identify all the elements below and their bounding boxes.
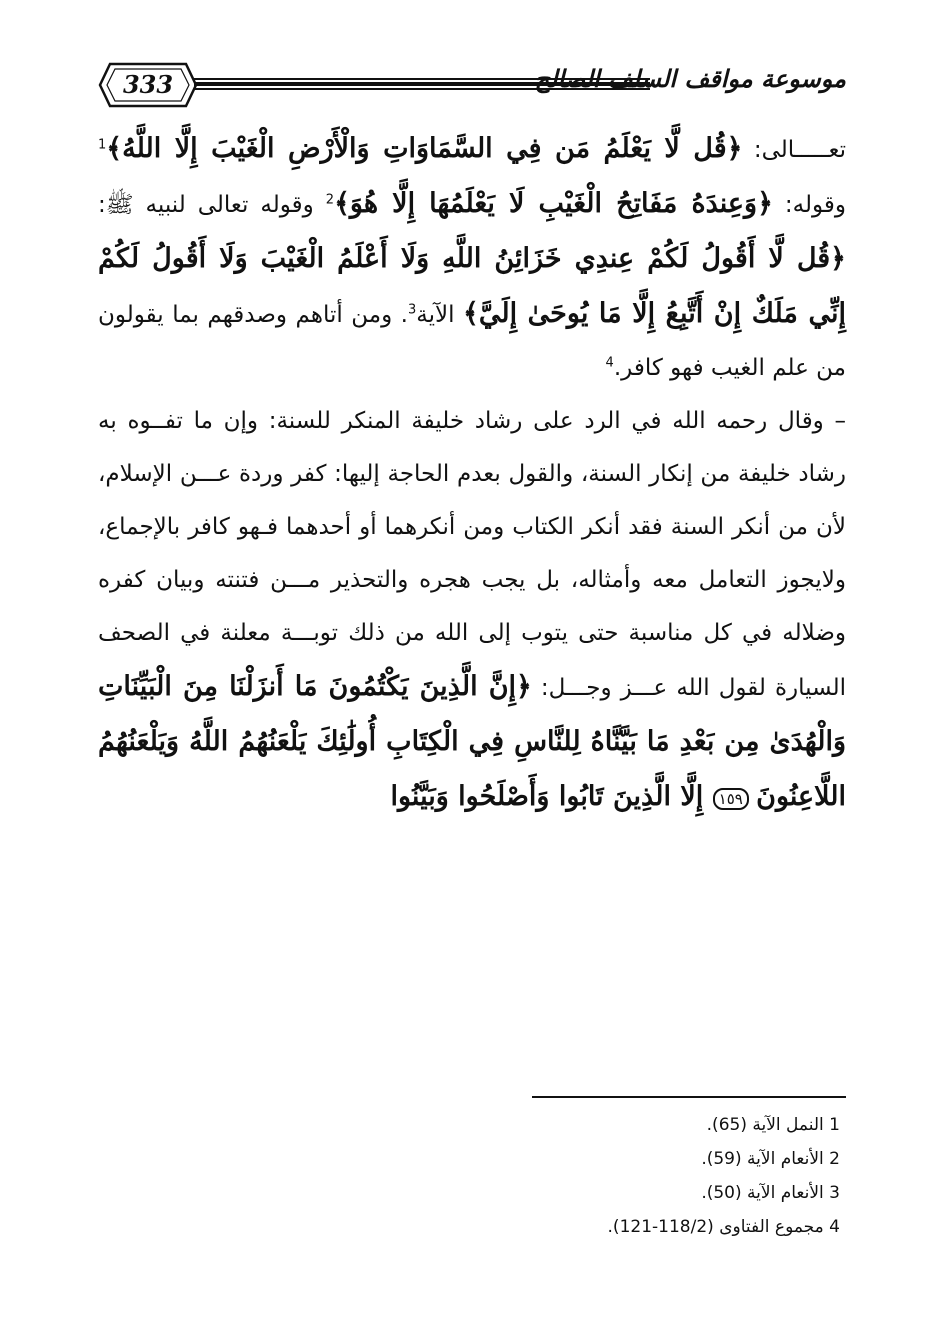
quran-verse-3: ﴿قُل لَّا أَقُولُ لَكُمْ عِندِي خَزَائِنُ اللَّهِ وَلَا أَعْلَمُ الْغَيْبَ وَلَا أَقُولُ لَكُمْ إِنِّي مَلَكٌ إِنْ أَتَّبِعُ إِلَّا مَا يُوحَىٰ إِلَيَّ﴾ (98, 243, 846, 329)
quran-verse-1: ﴿قُل لَّا يَعْلَمُ مَن فِي السَّمَاوَاتِ وَالْأَرْضِ الْغَيْبَ إِلَّا اللَّهُ﴾ (106, 133, 743, 164)
verse-number-mark: ١٥٩ (713, 788, 749, 810)
quran-verse-4-continued: إِلَّا الَّذِينَ تَابُوا وَأَصْلَحُوا وَبَيَّنُوا (390, 781, 713, 812)
text-run: وقوله: (772, 192, 846, 218)
book-title: موسوعة مواقف السلف الصالح (534, 64, 846, 93)
page-number: 333 (122, 70, 174, 99)
footnote-item: 4 مجموع الفتاوى (118/2-121). (607, 1217, 840, 1237)
main-text (98, 122, 846, 825)
footnote-item: 3 الأنعام الآية (50). (701, 1183, 840, 1203)
page-header (98, 56, 846, 118)
text-run: تعـــــالى: (742, 137, 846, 163)
footnotes (340, 1108, 840, 1244)
footnote-ref-1: 1 (98, 137, 107, 153)
text-run: – وقال رحمه الله في الرد على رشاد خليفة المنكر للسنة: وإن ما تفــوه به رشاد خليفة من إنكار السنة، والقول بعدم الحاجة إليها: كفر وردة عـــن الإسلام، لأن من أنكر السنة فقد أنكر الكتاب ومن أنكرهما أو أحدهما فـهو كافر بالإجماع، ولايجوز التعامل معه وأمثاله، بل يجب هجره والتحذير مـــن فتنته وبيان كفره وضلاله في كل مناسبة حتى يتوب إلى الله من ذلك توبـــة معلنة في الصحف السيارة لقول الله عـــز وجـــل: (98, 408, 846, 701)
text-run: . ومن أتاهم وصدقهم بما يقولون من علم الغيب فهو كافر. (98, 302, 846, 381)
footnote-item: 1 النمل الآية (65). (706, 1115, 840, 1135)
text-run: الآية (416, 302, 464, 328)
paragraph-1 (98, 122, 846, 395)
text-run: وقوله تعالى لنبيه ﷺ: (98, 192, 326, 218)
footnote-separator (532, 1096, 846, 1098)
quran-verse-2: ﴿وَعِندَهُ مَفَاتِحُ الْغَيْبِ لَا يَعْلَمُهَا إِلَّا هُوَ﴾ (334, 188, 773, 219)
page-number-badge (98, 60, 198, 110)
paragraph-2 (98, 395, 846, 825)
footnote-ref-2: 2 (325, 192, 335, 208)
footnote-item: 2 الأنعام الآية (59). (701, 1149, 840, 1169)
quran-verse-4: ﴿إِنَّ الَّذِينَ يَكْتُمُونَ مَا أَنزَلْنَا مِنَ الْبَيِّنَاتِ وَالْهُدَىٰ مِن بَعْدِ مَا بَيَّنَّاهُ لِلنَّاسِ فِي الْكِتَابِ أُولَٰئِكَ يَلْعَنُهُمُ اللَّهُ وَيَلْعَنُهُمُ اللَّاعِنُونَ (98, 671, 846, 812)
footnote-ref-4: 4 (605, 355, 614, 371)
footnote-ref-3: 3 (408, 302, 417, 318)
